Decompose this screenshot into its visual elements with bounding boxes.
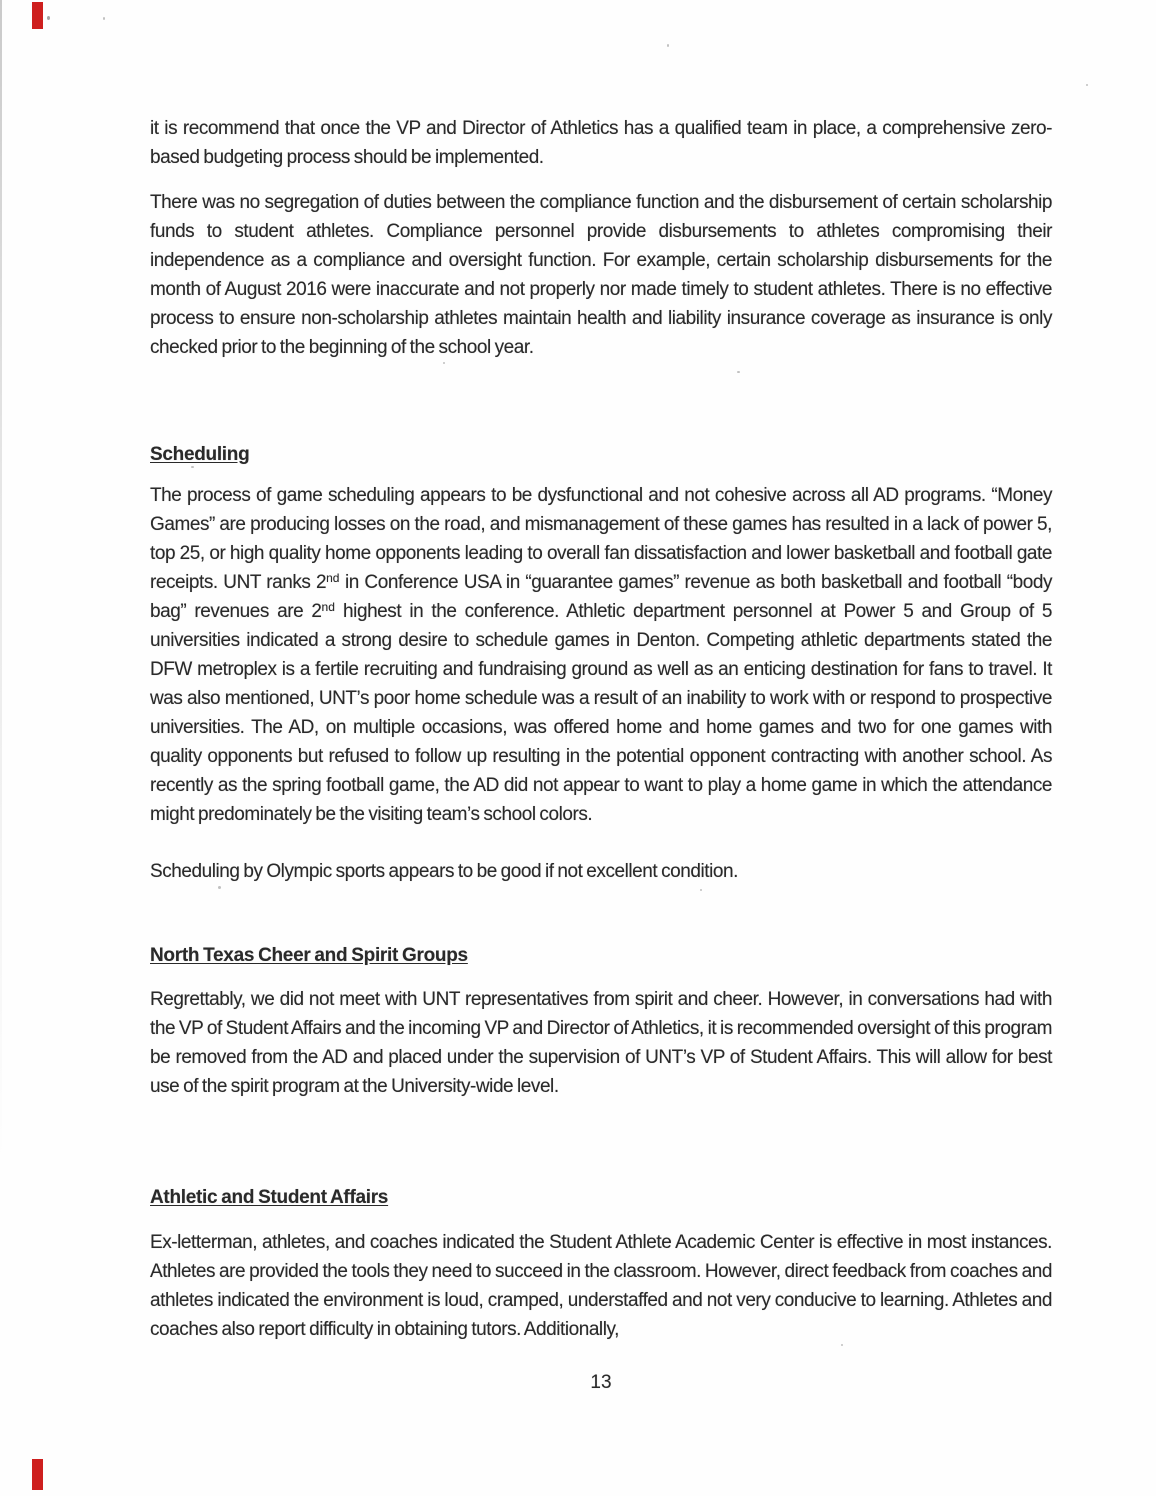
heading-scheduling: Scheduling <box>150 444 250 465</box>
heading-cheer-spirit-groups: North Texas Cheer and Spirit Groups <box>150 945 468 966</box>
scan-speck <box>218 886 221 889</box>
paragraph-olympic-scheduling: Scheduling by Olympic sports appears to be good if not excellent condition. <box>150 861 738 882</box>
scan-speck <box>47 16 50 20</box>
paragraph-academic-center: Ex-letterman, athletes, and coaches indicated the Student Athlete Academic Center is effective in most instances. Athletes are provided the tools they need to succeed in the classroom. However, direct feedback from coaches and athletes indicated the environment is loud, cramped, understaffed and not very conducive to learning. Athletes and coaches also report difficulty in obtaining tutors. Additionally, <box>150 1232 1052 1340</box>
paragraph-cheer-spirit-detail: Regrettably, we did not meet with UNT representatives from spirit and cheer. However, in conversations had with the VP of Student Affairs and the incoming VP and Director of Athletics, it is recommended oversight of this program be removed from the AD and placed under the supervision of UNT’s VP of Student Affairs. This will allow for best use of the spirit program at the University-wide level. <box>150 989 1052 1097</box>
superscript-ordinal: nd <box>321 600 335 614</box>
red-scan-mark-top <box>32 2 43 29</box>
red-scan-mark-bottom <box>32 1459 43 1490</box>
scan-speck <box>841 1344 843 1346</box>
page-number: 13 <box>590 1372 612 1393</box>
text-run: in Conference USA in “guarantee games” revenue as both basketball and football “body bag” revenues are 2 <box>150 572 1052 622</box>
text-run: The process of game scheduling appears to be dysfunctional and not cohesive across all AD programs. “Money Games” are producing losses on the road, and mismanagement of these games has resulted in a lack of power 5, top 25, or high quality home opponents leading to overall fan dissatisfaction and lower basketball and football gate receipts. UNT ranks 2 <box>150 485 1052 593</box>
scan-edge-line <box>0 0 2 1167</box>
text-run: highest in the conference. Athletic department personnel at Power 5 and Group of 5 universities indicated a strong desire to schedule games in Denton. Competing athletic departments stated the DFW metroplex is a fertile recruiting and fundraising ground as well as an enticing destination for fans to travel. It was also mentioned, UNT’s poor home schedule was a result of an inability to work with or respond to prospective universities. The AD, on multiple occasions, was offered home and home games and two for one games with quality opponents but refused to follow up resulting in the potential opponent contracting with another school. As recently as the spring football game, the AD did not appear to want to play a home game in which the attendance might predominately be the visiting team’s school colors. <box>150 601 1052 825</box>
paragraph-budgeting: it is recommend that once the VP and Director of Athletics has a qualified team in place, a comprehensive zero-based budgeting process should be implemented. <box>150 118 1052 168</box>
scan-speck <box>700 889 702 891</box>
superscript-ordinal: nd <box>326 571 340 585</box>
scan-speck <box>737 371 740 373</box>
paragraph-scheduling-detail <box>150 481 1052 829</box>
scan-speck <box>443 362 445 364</box>
scan-speck <box>667 44 669 47</box>
paragraph-segregation-of-duties: There was no segregation of duties between the compliance function and the disbursement of certain scholarship funds to student athletes. Compliance personnel provide disbursements to athletes compromising their independence as a compliance and oversight function. For example, certain scholarship disbursements for the month of August 2016 were inaccurate and not properly nor made timely to student athletes. There is no effective process to ensure non-scholarship athletes maintain health and liability insurance coverage as insurance is only checked prior to the beginning of the school year. <box>150 192 1052 358</box>
heading-athletic-student-affairs: Athletic and Student Affairs <box>150 1187 389 1208</box>
scan-speck <box>1086 84 1088 86</box>
scan-speck <box>103 17 105 20</box>
